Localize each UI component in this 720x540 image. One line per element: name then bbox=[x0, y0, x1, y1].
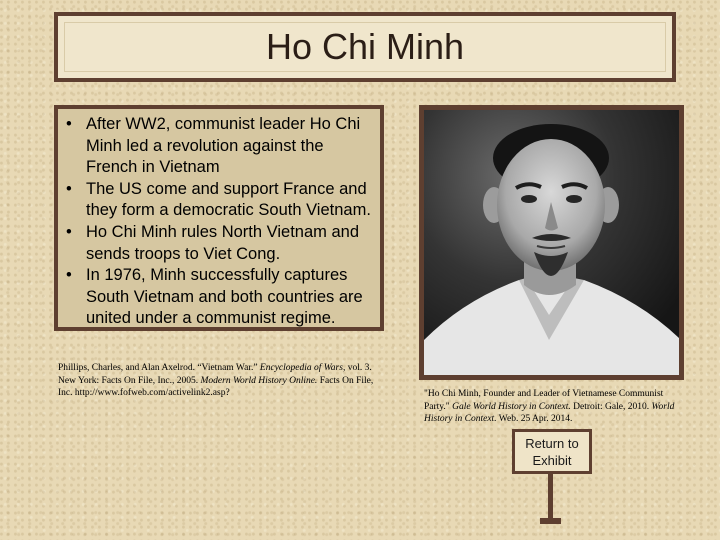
portrait-frame bbox=[419, 105, 684, 380]
bullet-marker: • bbox=[66, 115, 72, 133]
citation-text: Detroit: Gale, 2010. bbox=[570, 401, 652, 412]
title-banner bbox=[54, 12, 676, 82]
bullet-item bbox=[54, 114, 384, 179]
bullet-text: Ho Chi Minh rules North Vietnam and sends troops to Viet Cong. bbox=[86, 222, 359, 263]
citation-database: Modern World History Online. bbox=[200, 375, 318, 386]
citation-text: Phillips, Charles, and Alan Axelrod. “Vietnam War.” bbox=[58, 363, 260, 373]
bullet-marker: • bbox=[66, 179, 72, 198]
bullet-text: After WW2, communist leader Ho Chi Minh led a revolution against the French in Vietnam bbox=[86, 115, 361, 177]
citation-right bbox=[424, 388, 684, 426]
sign-post bbox=[548, 474, 553, 521]
return-button-label bbox=[525, 435, 578, 469]
return-button-line1: Return to bbox=[525, 435, 579, 451]
portrait-photo bbox=[424, 110, 679, 375]
return-button-line2: Exhibit bbox=[532, 452, 572, 468]
citation-text: Facts On File, Inc. http://www.fofweb.com/activelink2.asp? bbox=[58, 375, 374, 398]
portrait-image bbox=[424, 110, 679, 375]
citation-text: Web. 25 Apr. 2014. bbox=[496, 414, 573, 424]
bullet-list bbox=[54, 114, 384, 330]
bullet-marker: • bbox=[66, 222, 72, 241]
citation-text: vol. 3. New York: Facts On File, Inc., 2005. bbox=[58, 363, 372, 386]
citation-work: Encyclopedia of Wars, bbox=[259, 363, 346, 373]
citation-text: "Ho Chi Minh, Founder and Leader of Vietnamese Communist Party." bbox=[424, 389, 664, 412]
page-title: Ho Chi Minh bbox=[265, 26, 465, 67]
citation-database: Gale World History in Context. bbox=[452, 401, 571, 412]
sign-base bbox=[540, 518, 561, 524]
bullet-text: In 1976, Minh successfully captures South Vietnam and both countries are united under a communist regime. bbox=[86, 266, 363, 328]
bullet-marker: • bbox=[66, 266, 72, 285]
bullet-item bbox=[54, 179, 384, 222]
bullet-text: The US come and support France and they form a democratic South Vietnam. bbox=[86, 179, 371, 220]
return-to-exhibit-button[interactable] bbox=[512, 429, 592, 474]
citation-left bbox=[58, 362, 388, 400]
bullet-item bbox=[54, 265, 384, 330]
citation-database: World History in Context. bbox=[424, 401, 675, 424]
bullet-item bbox=[54, 222, 384, 265]
